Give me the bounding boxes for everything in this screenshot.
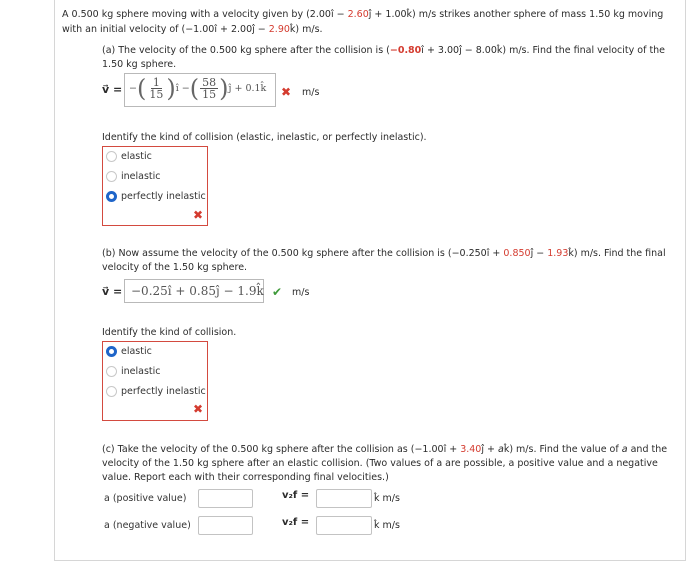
answer-suffix: ĵ + 0.1k̂: [228, 83, 267, 94]
intro-text: with an initial velocity of (−1.00î + 2.00ĵ −: [62, 24, 269, 35]
intro-text: ĵ + 1.00k̂) m/s strikes another sphere of mass 1.50 kg moving: [368, 9, 664, 20]
incorrect-icon: ✖: [193, 402, 204, 416]
fraction-numerator: 1: [152, 76, 160, 89]
positive-v2f-input[interactable]: [316, 489, 372, 508]
radio-elastic[interactable]: [106, 151, 117, 162]
unit-label: k̂ m/s: [374, 493, 400, 504]
part-b-text: (b) Now assume the velocity of the 0.500 kg sphere after the collision is (−0.250î +: [102, 248, 504, 259]
fraction-numerator: 58: [202, 76, 217, 89]
part-a-answer-field[interactable]: [124, 73, 276, 107]
fraction-1: [147, 77, 165, 100]
radio-inelastic[interactable]: [106, 366, 117, 377]
negative-a-label: a (negative value): [104, 520, 191, 531]
option-label: perfectly inelastic: [121, 386, 206, 397]
v2f-label: v₂f =: [282, 517, 310, 528]
part-a-text: (a) The velocity of the 0.500 kg sphere after the collision is (: [102, 45, 390, 56]
part-a-question-line2: 1.50 kg sphere.: [102, 59, 177, 70]
positive-a-label: a (positive value): [104, 493, 187, 504]
option-label: inelastic: [121, 171, 161, 182]
part-b-answer-field[interactable]: −0.25î + 0.85ĵ − 1.9k̂: [124, 279, 264, 303]
unit-label: m/s: [302, 87, 320, 98]
paren-open: (: [189, 74, 200, 103]
part-b-highlight: 1.93: [547, 248, 569, 259]
incorrect-icon: ✖: [281, 85, 292, 99]
v2f-label: v₂f =: [282, 490, 310, 501]
part-a-question-line1: [102, 44, 665, 57]
part-b-text: k̂) m/s. Find the final: [568, 248, 666, 259]
part-b-question-line2: velocity of the 1.50 kg sphere.: [102, 262, 248, 273]
part-c-text: (c) Take the velocity of the 0.500 kg sphere after the collision as (−1.00î +: [102, 444, 461, 455]
variable-a: a: [498, 444, 504, 455]
fraction-denominator: 15: [202, 88, 217, 101]
negative-a-input[interactable]: [198, 516, 253, 535]
part-b-question-line1: [102, 247, 666, 260]
paren-open: (: [136, 74, 147, 103]
part-b-collision-prompt: Identify the kind of collision.: [102, 327, 237, 338]
option-label: inelastic: [121, 366, 161, 377]
fraction-2: [200, 77, 218, 100]
part-c-highlight: 3.40: [460, 444, 482, 455]
correct-icon: ✔: [272, 285, 283, 299]
intro-highlight: 2.90: [268, 24, 290, 35]
part-c-text: and the: [627, 444, 668, 455]
part-c-question-line3: value. Report each with their corresponding final velocities.): [102, 472, 389, 483]
radio-perfectly-inelastic[interactable]: [106, 386, 117, 397]
unit-label: k̂ m/s: [374, 520, 400, 531]
answer-mid: î −: [175, 83, 190, 94]
positive-a-input[interactable]: [198, 489, 253, 508]
radio-perfectly-inelastic[interactable]: [106, 191, 117, 202]
part-a-collision-prompt: Identify the kind of collision (elastic, inelastic, or perfectly inelastic).: [102, 132, 427, 143]
intro-text: A 0.500 kg sphere moving with a velocity given by (2.00î −: [62, 9, 348, 20]
paren-close: ): [219, 74, 229, 103]
paren-close: ): [166, 74, 176, 103]
fraction-denominator: 15: [149, 88, 164, 101]
problem-intro-line2: [62, 23, 323, 36]
option-label: elastic: [121, 346, 152, 357]
negative-v2f-input[interactable]: [316, 516, 372, 535]
incorrect-icon: ✖: [193, 208, 204, 222]
part-c-text: k̂) m/s. Find the value of: [503, 444, 622, 455]
problem-intro-line1: [62, 8, 663, 21]
radio-inelastic[interactable]: [106, 171, 117, 182]
part-a-highlight: −0.80: [389, 45, 422, 56]
answer-sign: −: [129, 83, 137, 94]
radio-elastic[interactable]: [106, 346, 117, 357]
option-label: elastic: [121, 151, 152, 162]
part-a-text: î + 3.00ĵ − 8.00k̂) m/s. Find the final velocity of the: [421, 45, 666, 56]
part-b-text: ĵ −: [530, 248, 548, 259]
intro-highlight: 2.60: [347, 9, 369, 20]
part-c-question-line1: [102, 443, 667, 456]
option-label: perfectly inelastic: [121, 191, 206, 202]
unit-label: m/s: [292, 287, 310, 298]
velocity-vector-label: v⃗ =: [102, 83, 123, 96]
variable-a: a: [621, 444, 628, 455]
part-b-highlight: 0.850: [503, 248, 531, 259]
part-c-text: ĵ +: [481, 444, 498, 455]
intro-text: k̂) m/s.: [289, 24, 323, 35]
velocity-vector-label: v⃗ =: [102, 285, 123, 298]
part-c-question-line2: velocity of the 1.50 kg sphere after an elastic collision. (Two values of a are possible, a positive value and a negative: [102, 458, 658, 469]
